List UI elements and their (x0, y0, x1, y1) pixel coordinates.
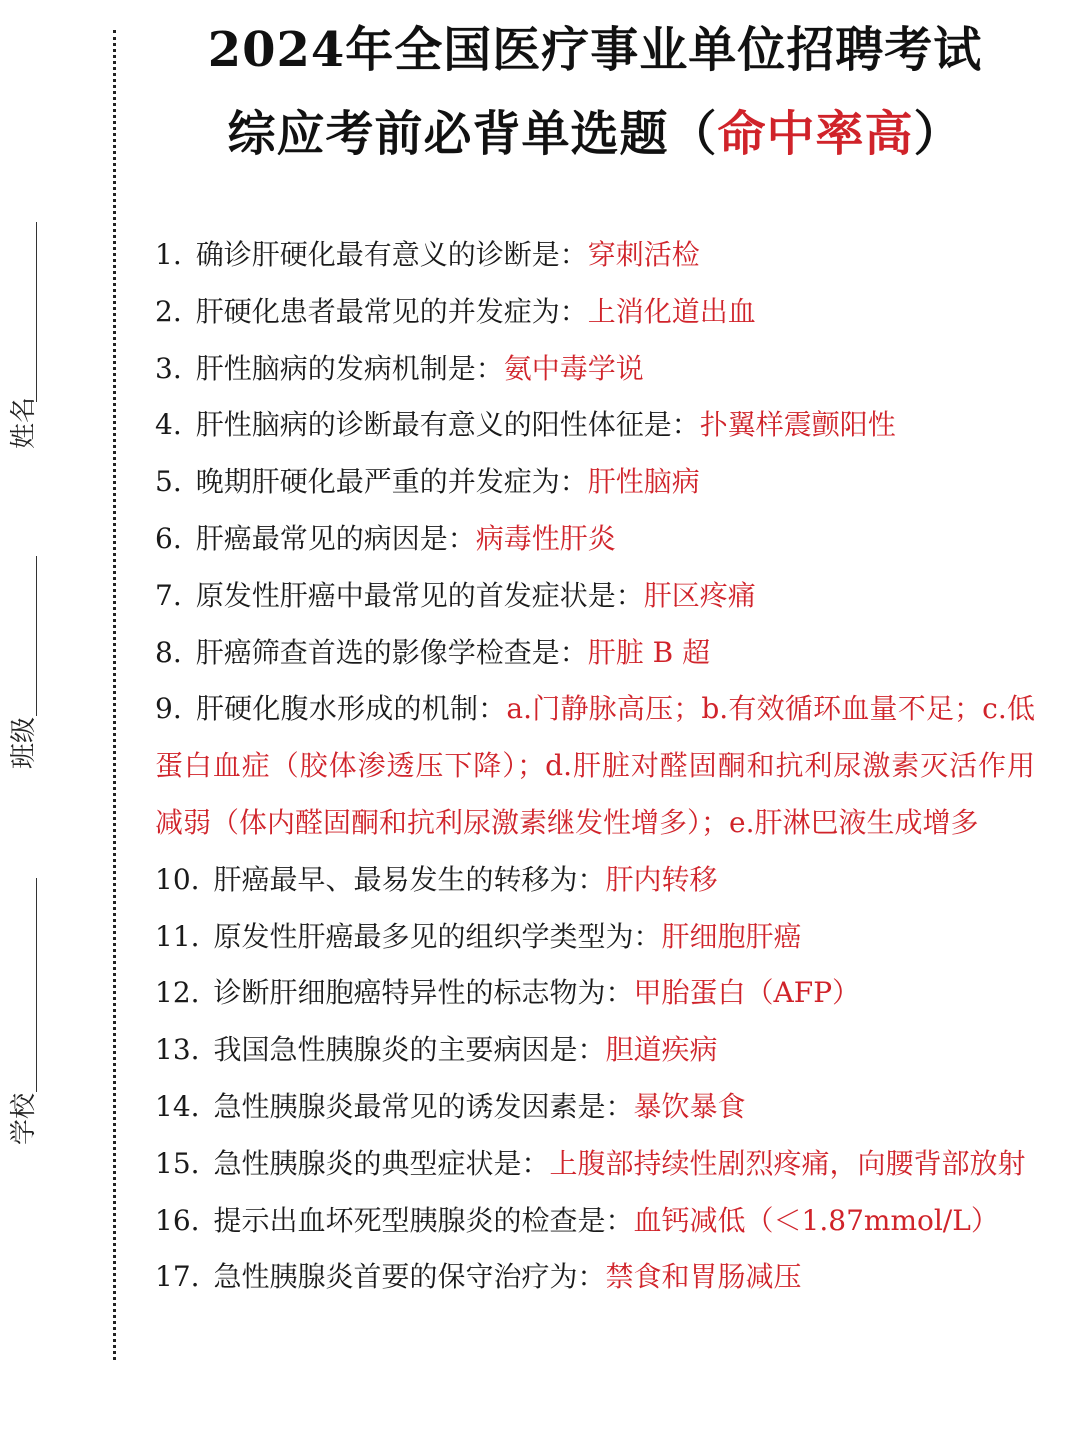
title-line-2-text: 综应考前必背单选题（ (227, 106, 718, 162)
school-underline (36, 878, 37, 1092)
item-number: 16. (155, 1203, 200, 1237)
title-line-1: 2024年全国医疗事业单位招聘考试 (207, 22, 983, 78)
item-question: 肝癌最常见的病因是： (195, 521, 476, 555)
list-item (155, 1193, 1035, 1250)
item-number: 11. (155, 919, 200, 953)
list-item (155, 1079, 1035, 1136)
list-item (155, 284, 1035, 341)
item-question: 我国急性胰腺炎的主要病因是： (213, 1033, 606, 1067)
item-answer: 禁食和胃肠减压 (605, 1260, 802, 1294)
item-answer: 上消化道出血 (587, 294, 756, 328)
title-close-paren: ） (913, 106, 963, 162)
item-number: 5. (155, 465, 182, 499)
item-number: 6. (155, 521, 182, 555)
item-answer: 胆道疾病 (605, 1033, 718, 1067)
item-question: 肝性脑病的诊断最有意义的阳性体征是： (195, 408, 700, 442)
item-question: 急性胰腺炎最常见的诱发因素是： (213, 1089, 634, 1123)
item-answer: 甲胎蛋白（AFP） (633, 976, 861, 1010)
list-item (155, 454, 1035, 511)
item-number: 9. (155, 692, 182, 726)
item-question: 急性胰腺炎的典型症状是： (213, 1146, 550, 1180)
list-item (155, 227, 1035, 284)
item-number: 7. (155, 578, 182, 612)
item-number: 15. (155, 1146, 200, 1180)
item-question: 肝癌筛查首选的影像学检查是： (195, 635, 588, 669)
list-item (155, 909, 1035, 966)
list-item (155, 1136, 1035, 1193)
item-question: 肝性脑病的发病机制是： (195, 351, 504, 385)
class-underline (36, 556, 37, 716)
binding-dotted-line (113, 30, 116, 1360)
item-question: 原发性肝癌最多见的组织学类型为： (213, 919, 662, 953)
list-item (155, 625, 1035, 682)
list-item (155, 341, 1035, 398)
title-line-2 (130, 104, 1060, 164)
item-number: 12. (155, 976, 200, 1010)
document-title (130, 20, 1060, 164)
item-question: 晚期肝硬化最严重的并发症为： (195, 465, 588, 499)
item-answer: a.门静脉高压；b.有效循环血量不足；c.低蛋白血症（胶体渗透压下降）；d.肝脏对醛固酮和抗利尿激素灭活作用减弱（体内醛固酮和抗利尿激素继发性增多）；e.肝淋巴液生成增多 (155, 692, 1035, 839)
item-number: 13. (155, 1033, 200, 1067)
list-item (155, 397, 1035, 454)
list-item (155, 1249, 1035, 1306)
name-label: 姓名 (9, 396, 39, 449)
item-answer: 肝细胞肝癌 (661, 919, 802, 953)
list-item (155, 852, 1035, 909)
item-answer: 病毒性肝炎 (475, 521, 616, 555)
item-answer: 肝内转移 (605, 862, 718, 896)
school-label: 学校 (9, 1092, 39, 1145)
item-answer: 血钙减低（＜1.87mmol/L） (633, 1203, 999, 1237)
item-number: 17. (155, 1260, 200, 1294)
class-label: 班级 (9, 716, 39, 769)
item-number: 8. (155, 635, 182, 669)
item-number: 14. (155, 1089, 200, 1123)
item-answer: 肝性脑病 (587, 465, 700, 499)
item-question: 肝硬化腹水形成的机制： (195, 692, 507, 726)
list-item (155, 965, 1035, 1022)
item-answer: 肝区疼痛 (643, 578, 756, 612)
item-number: 10. (155, 862, 200, 896)
item-question: 原发性肝癌中最常见的首发症状是： (195, 578, 644, 612)
item-answer: 暴饮暴食 (633, 1089, 746, 1123)
item-question: 提示出血坏死型胰腺炎的检查是： (213, 1203, 634, 1237)
title-highlight: 命中率高 (717, 106, 914, 162)
item-question: 肝癌最早、最易发生的转移为： (213, 862, 606, 896)
list-item (155, 511, 1035, 568)
item-number: 2. (155, 294, 182, 328)
item-answer: 扑翼样震颤阳性 (699, 408, 896, 442)
question-list (155, 227, 1035, 1306)
item-answer: 上腹部持续性剧烈疼痛，向腰背部放射 (549, 1146, 1026, 1180)
name-underline (36, 222, 37, 402)
item-question: 急性胰腺炎首要的保守治疗为： (213, 1260, 606, 1294)
item-answer: 穿刺活检 (587, 238, 700, 271)
list-item (155, 568, 1035, 625)
item-question: 诊断肝细胞癌特异性的标志物为： (213, 976, 634, 1010)
item-answer: 肝脏 B 超 (587, 635, 711, 669)
list-item (155, 1022, 1035, 1079)
item-number: 1. (155, 238, 182, 271)
item-answer: 氨中毒学说 (503, 351, 644, 385)
list-item (155, 681, 1035, 851)
item-question: 确诊肝硬化最有意义的诊断是： (195, 238, 588, 271)
item-question: 肝硬化患者最常见的并发症为： (195, 294, 588, 328)
item-number: 3. (155, 351, 182, 385)
item-number: 4. (155, 408, 182, 442)
